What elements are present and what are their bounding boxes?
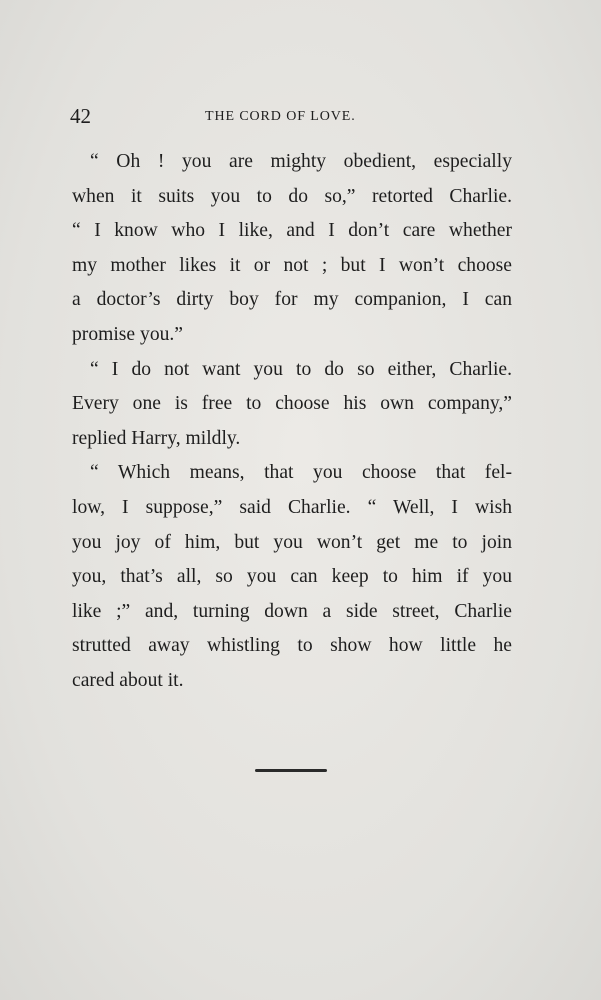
text-line: “ I do not want you to do so either, Charlie. — [90, 358, 512, 380]
text-line: “ Which means, that you choose that fel- — [90, 462, 512, 484]
chapter-end-rule — [255, 769, 327, 772]
text-line: my mother likes it or not ; but I won’t choose — [72, 254, 512, 276]
text-line: you joy of him, but you won’t get me to join — [72, 531, 512, 553]
text-line: promise you.” — [72, 323, 184, 345]
text-line: replied Harry, mildly. — [72, 427, 241, 449]
text-line: “ Oh ! you are mighty obedient, especially — [90, 151, 512, 172]
text-line: “ I know who I like, and I don’t care whether — [72, 220, 512, 242]
text-line: like ;” and, turning down a side street, Charlie — [72, 600, 512, 622]
text-line: a doctor’s dirty boy for my companion, I can — [72, 289, 512, 311]
text-line: cared about it. — [72, 669, 184, 691]
running-title: THE CORD OF LOVE. — [205, 109, 356, 124]
page-number: 42 — [70, 104, 91, 128]
paragraph — [72, 145, 512, 353]
paragraph — [72, 456, 512, 698]
text-line: when it suits you to do so,” retorted Charlie. — [72, 185, 512, 207]
text-line: Every one is free to choose his own company,” — [72, 393, 512, 415]
body-text — [72, 145, 512, 699]
text-line: you, that’s all, so you can keep to him if you — [72, 566, 512, 588]
text-line: strutted away whistling to show how little he — [72, 635, 512, 657]
paragraph — [72, 353, 512, 457]
text-line: low, I suppose,” said Charlie. “ Well, I wish — [72, 496, 512, 518]
